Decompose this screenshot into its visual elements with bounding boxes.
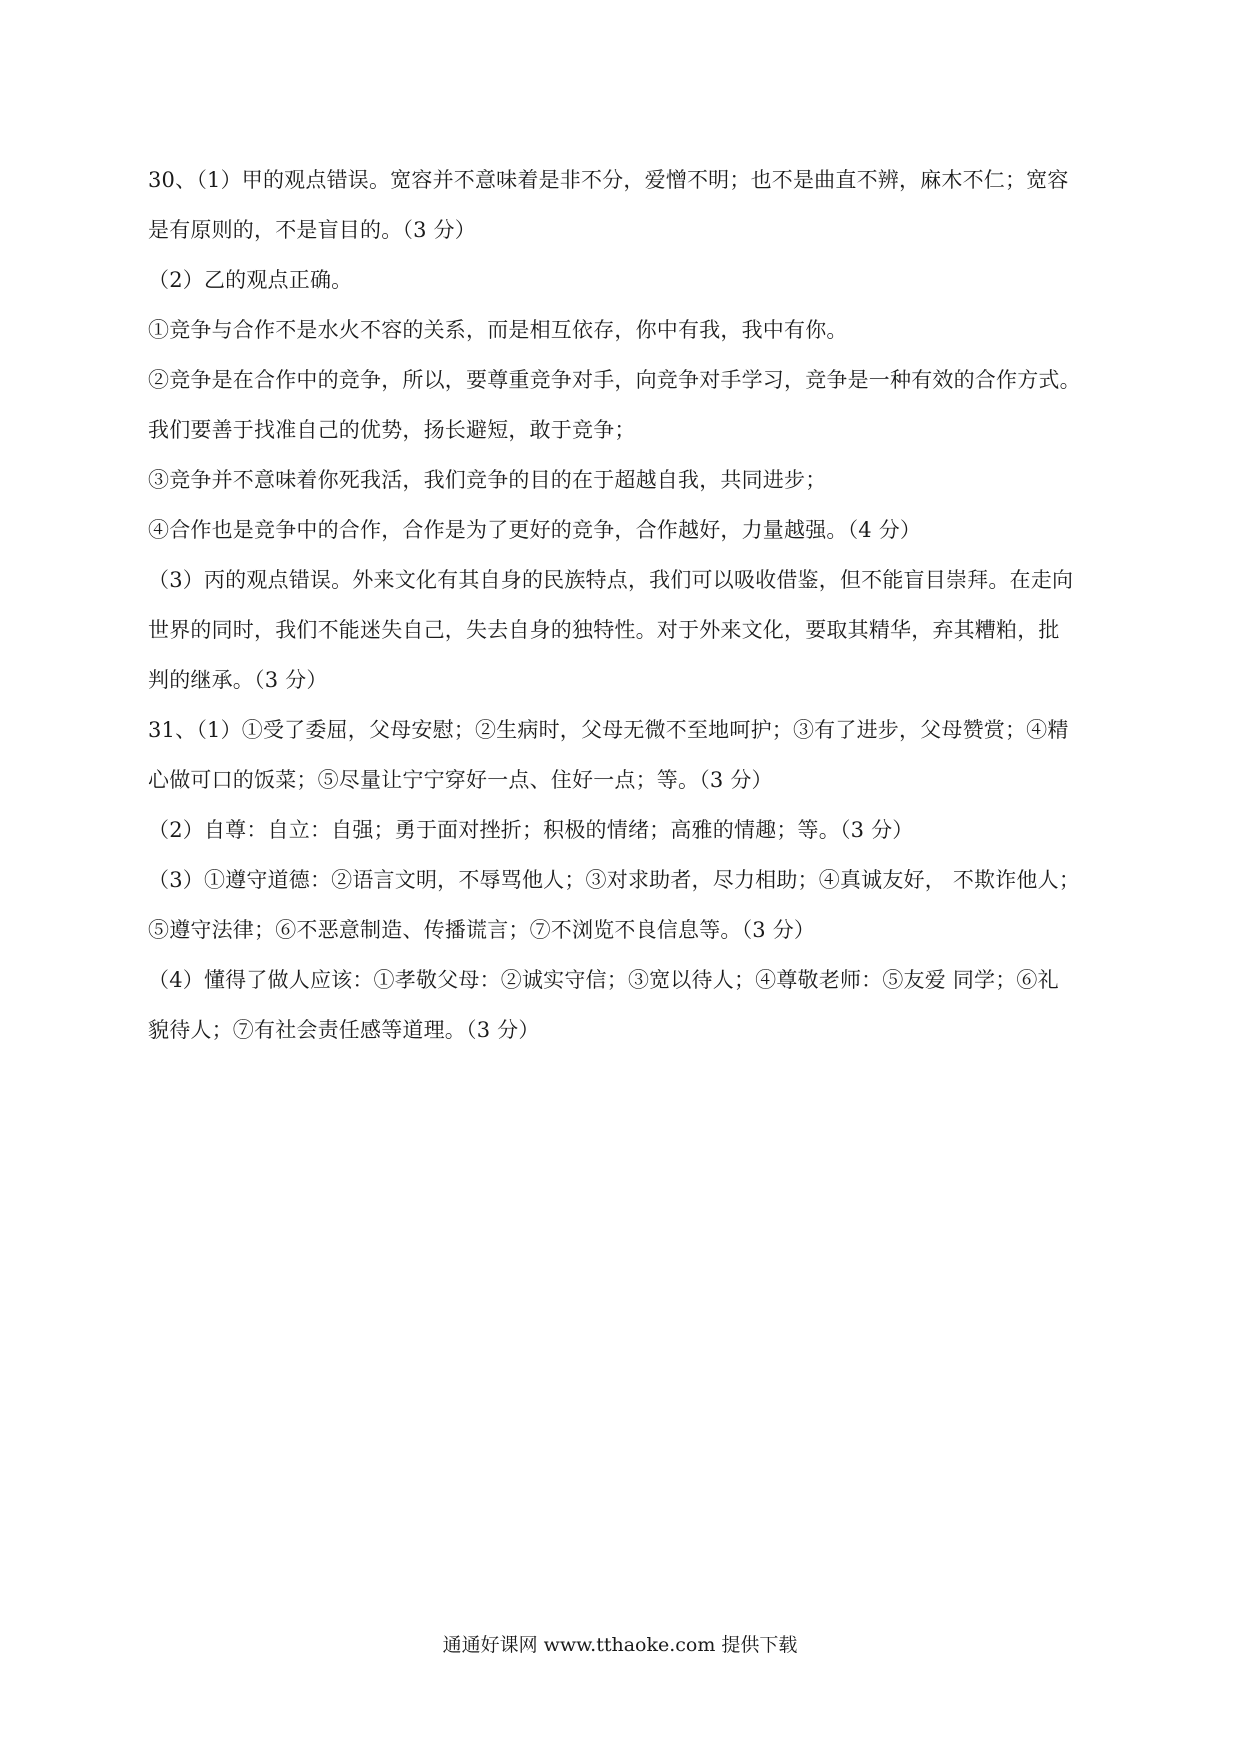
text-line: 世界的同时，我们不能迷失自己，失去自身的独特性。对于外来文化，要取其精华，弃其糟粕，批 xyxy=(148,618,1060,642)
text-line: 是有原则的，不是盲目的。（3 分） xyxy=(148,218,476,242)
text-line: ②竞争是在合作中的竞争，所以，要尊重竞争对手，向竞争对手学习，竞争是一种有效的合作方式。 xyxy=(148,368,1081,392)
text-line: ④合作也是竞争中的合作，合作是为了更好的竞争，合作越好，力量越强。（4 分） xyxy=(148,518,922,542)
page-footer: 通通好课网 www.tthaoke.com 提供下载 xyxy=(442,1634,798,1656)
text-line: 31、（1）①受了委屈，父母安慰；②生病时，父母无微不至地呵护；③有了进步，父母赞赏；④精 xyxy=(148,718,1069,742)
text-line: 心做可口的饭菜；⑤尽量让宁宁穿好一点、住好一点；等。（3 分） xyxy=(148,768,773,792)
text-line: 貌待人；⑦有社会责任感等道理。（3 分） xyxy=(148,1018,540,1042)
text-line: （4）懂得了做人应该：①孝敬父母：②诚实守信；③宽以待人；④尊敬老师：⑤友爱 同学；⑥礼 xyxy=(148,968,1059,992)
text-line: 我们要善于找准自己的优势，扬长避短，敢于竞争； xyxy=(148,418,636,442)
text-line: 判的继承。（3 分） xyxy=(148,668,328,692)
text-line: ③竞争并不意味着你死我活，我们竞争的目的在于超越自我，共同进步； xyxy=(148,468,827,492)
text-line: （3）丙的观点错误。外来文化有其自身的民族特点，我们可以吸收借鉴，但不能盲目崇拜。在走向 xyxy=(148,568,1074,592)
text-line: （2）自尊：自立：自强；勇于面对挫折；积极的情绪；高雅的情趣；等。（3 分） xyxy=(148,818,914,842)
text-line: ①竞争与合作不是水火不容的关系，而是相互依存，你中有我，我中有你。 xyxy=(148,318,848,342)
text-line: ⑤遵守法律；⑥不恶意制造、传播谎言；⑦不浏览不良信息等。（3 分） xyxy=(148,918,816,942)
text-line: （3）①遵守道德：②语言文明，不辱骂他人；③对求助者，尽力相助；④真诚友好， 不欺诈他人； xyxy=(148,868,1081,892)
text-line: 30、（1）甲的观点错误。宽容并不意味着是非不分，爱憎不明；也不是曲直不辨，麻木不仁；宽容 xyxy=(148,168,1069,192)
text-line: （2）乙的观点正确。 xyxy=(148,268,353,292)
answer-text-block xyxy=(148,155,1098,1055)
